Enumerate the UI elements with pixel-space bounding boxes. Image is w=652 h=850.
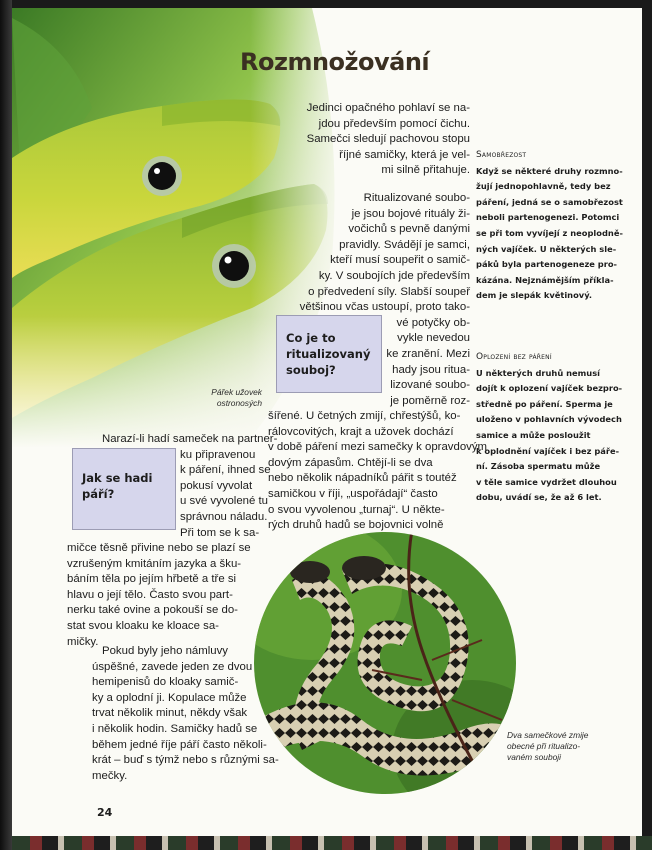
text-line: samičkou v říji, „uspořádají“ často — [268, 487, 438, 500]
sidebar-line: k oplodnění vajíček i bez páře- — [476, 445, 620, 456]
text-line: jdou především pomocí čichu. — [318, 117, 470, 130]
sidebar-line: středně po páření. Sperma je — [476, 398, 613, 409]
mating-paragraph — [67, 541, 267, 650]
text-line: stat svou kloaku ke kloace sa- — [67, 619, 219, 632]
text-line: vzrušeným kmitáním jazyka a šku- — [67, 557, 242, 570]
text-line: dovým zápasům. Chtějí-li se dva — [268, 456, 433, 469]
viper-head-2 — [290, 561, 330, 583]
question-line: Jak se hadi — [82, 471, 153, 485]
sidebar-heading: Samobřezost — [476, 150, 527, 160]
text-line: Samečci sledují pachovou stopu — [306, 133, 470, 146]
text-line: mi silně přitahuje. — [381, 164, 470, 177]
text-line: v době páření mezi samečky k opravdovým — [268, 441, 488, 454]
intro-paragraph — [270, 101, 470, 179]
text-line: ku připravenou — [180, 448, 256, 461]
caption-line: Pářek užovek — [211, 387, 262, 397]
text-line: i několik hodin. Samičky hadů se — [92, 722, 258, 735]
text-line: většinou včas ustoupí, proto tako- — [299, 301, 470, 314]
sidebar-line: uloženo v pohlavních vývodech — [476, 414, 622, 425]
ritual-paragraph-continued — [268, 409, 488, 534]
sidebar-line: dojít k oplození vajíček bezpro- — [476, 383, 623, 394]
text-line: báním těla po jejím hřbetě a tře si — [67, 573, 237, 586]
book-spine — [0, 0, 12, 850]
sidebar-line: páků byla partenogeneze pro- — [476, 259, 617, 270]
text-line: rálovcovitých, krajt a užovek dochází — [268, 425, 454, 438]
caption-line: ostronosých — [216, 398, 262, 408]
text-line: mičky. — [67, 635, 99, 648]
text-line: hlavu o její tělo. Často svou part- — [67, 588, 233, 601]
text-line: vočichů s pevně danými — [348, 223, 470, 236]
text-line: lizované soubo- — [390, 379, 470, 392]
text-line: trvat několik minut, někdy však — [92, 707, 248, 720]
question-line: ritualizovaný — [286, 347, 371, 361]
text-line: Ritualizované soubo- — [363, 192, 470, 204]
page-edge-strip — [12, 836, 652, 850]
text-line: o předvedení síly. Slabší soupeř — [308, 285, 470, 298]
viper-head-1 — [342, 556, 386, 580]
sidebar-line: se při tom vyvíjejí z neoplodně- — [476, 227, 623, 238]
text-line: ke zranění. Mezi — [386, 347, 470, 360]
text-line: o svou vyvolenou „turnaj“. U někte- — [268, 503, 445, 516]
text-line: Pokud byly jeho námluvy — [102, 645, 228, 657]
text-line: úspěšné, zavede jeden ze dvou — [92, 660, 253, 673]
text-line: je poměrně roz- — [390, 394, 470, 407]
text-line: hady jsou ritua- — [392, 363, 470, 376]
text-line: pokusí vyvolat — [180, 479, 253, 492]
question-line: páří? — [82, 487, 115, 501]
page-title: Rozmnožování — [240, 48, 430, 76]
success-paragraph — [92, 644, 279, 784]
text-line: ky a oplodní ji. Kopulace může — [92, 691, 247, 704]
caption-line: vaném souboji — [507, 752, 562, 762]
question-line: souboj? — [286, 363, 336, 377]
sidebar-line: samice a může posloužit — [476, 429, 591, 440]
text-line: hemipenisů do kloaky samič- — [92, 676, 239, 689]
vipers-photo — [252, 530, 518, 796]
sidebar-line: žují jednopohlavně, tedy bez — [476, 181, 611, 192]
text-line: šířené. U četných zmijí, chřestýšů, ko- — [268, 410, 461, 422]
caption-line: Dva samečkové zmije — [507, 730, 589, 740]
sidebar-line: ných vajíček. U některých sle- — [476, 243, 617, 254]
sidebar-line: ní. Zásoba spermatu může — [476, 461, 601, 472]
text-line: nerku také ovine a pokouší se do- — [67, 604, 238, 617]
sidebar-line: dem je slepák květinový. — [476, 290, 592, 301]
question-box-mating — [72, 448, 176, 530]
top-photo-caption — [192, 387, 262, 409]
text-line: nebo několik nápadníků pářit s toutéž — [268, 472, 457, 485]
sidebar-line: kázána. Nejznámějším příkla- — [476, 274, 614, 285]
sidebar-line: v těle samice vydržet dlouhou — [476, 476, 617, 487]
text-line: je jsou bojové rituály ži- — [351, 207, 470, 220]
sidebar-heading: Oplození bez páření — [476, 352, 552, 362]
text-line: Narazí-li hadí sameček na partner- — [102, 433, 278, 445]
text-line: u své vyvolené tu — [180, 495, 269, 508]
sidebar-line: neboli partenogenezi. Potomci — [476, 212, 620, 223]
sidebar-line: dobu, uvádí se, že až 6 let. — [476, 492, 602, 503]
book-page — [12, 8, 642, 836]
text-line: říjné samičky, která je vel- — [339, 148, 470, 161]
text-line: kteří musí soupeřit o samič- — [330, 254, 470, 267]
text-line: vé potyčky ob- — [396, 316, 470, 329]
sidebar-line: U některých druhů nemusí — [476, 367, 600, 378]
text-line: krát – buď s týmž nebo s různými sa- — [92, 754, 279, 767]
text-line: správnou náladu. — [180, 510, 268, 523]
sidebar-line: Když se některé druhy rozmno- — [476, 165, 623, 176]
text-line: pravidly. Svádějí je samci, — [339, 238, 470, 251]
text-line: Při tom se k sa- — [180, 526, 260, 539]
text-line: mečky. — [92, 769, 128, 782]
text-line: k páření, ihned se — [180, 464, 271, 477]
sidebar-line: páření, jedná se o samobřezost — [476, 196, 623, 207]
text-line: rých druhů hadů se bojovnici volně — [268, 519, 444, 532]
text-line: vykle nevedou — [397, 332, 470, 345]
text-line: Jedinci opačného pohlaví se na- — [306, 102, 470, 114]
question-line: Co je to — [286, 331, 336, 345]
question-box-ritual — [276, 315, 382, 393]
sidebar-fertilization — [476, 350, 636, 506]
page-number: 24 — [97, 806, 113, 819]
sidebar-parthenogenesis — [476, 148, 636, 304]
vipers-photo-caption — [507, 730, 627, 763]
text-line: během jedné říje páří často několi- — [92, 738, 267, 751]
caption-line: obecné při ritualizo- — [507, 741, 581, 751]
text-line: mičce těsně přivine nebo se plazí se — [67, 542, 251, 554]
text-line: ky. V soubojích jde především — [318, 269, 470, 282]
